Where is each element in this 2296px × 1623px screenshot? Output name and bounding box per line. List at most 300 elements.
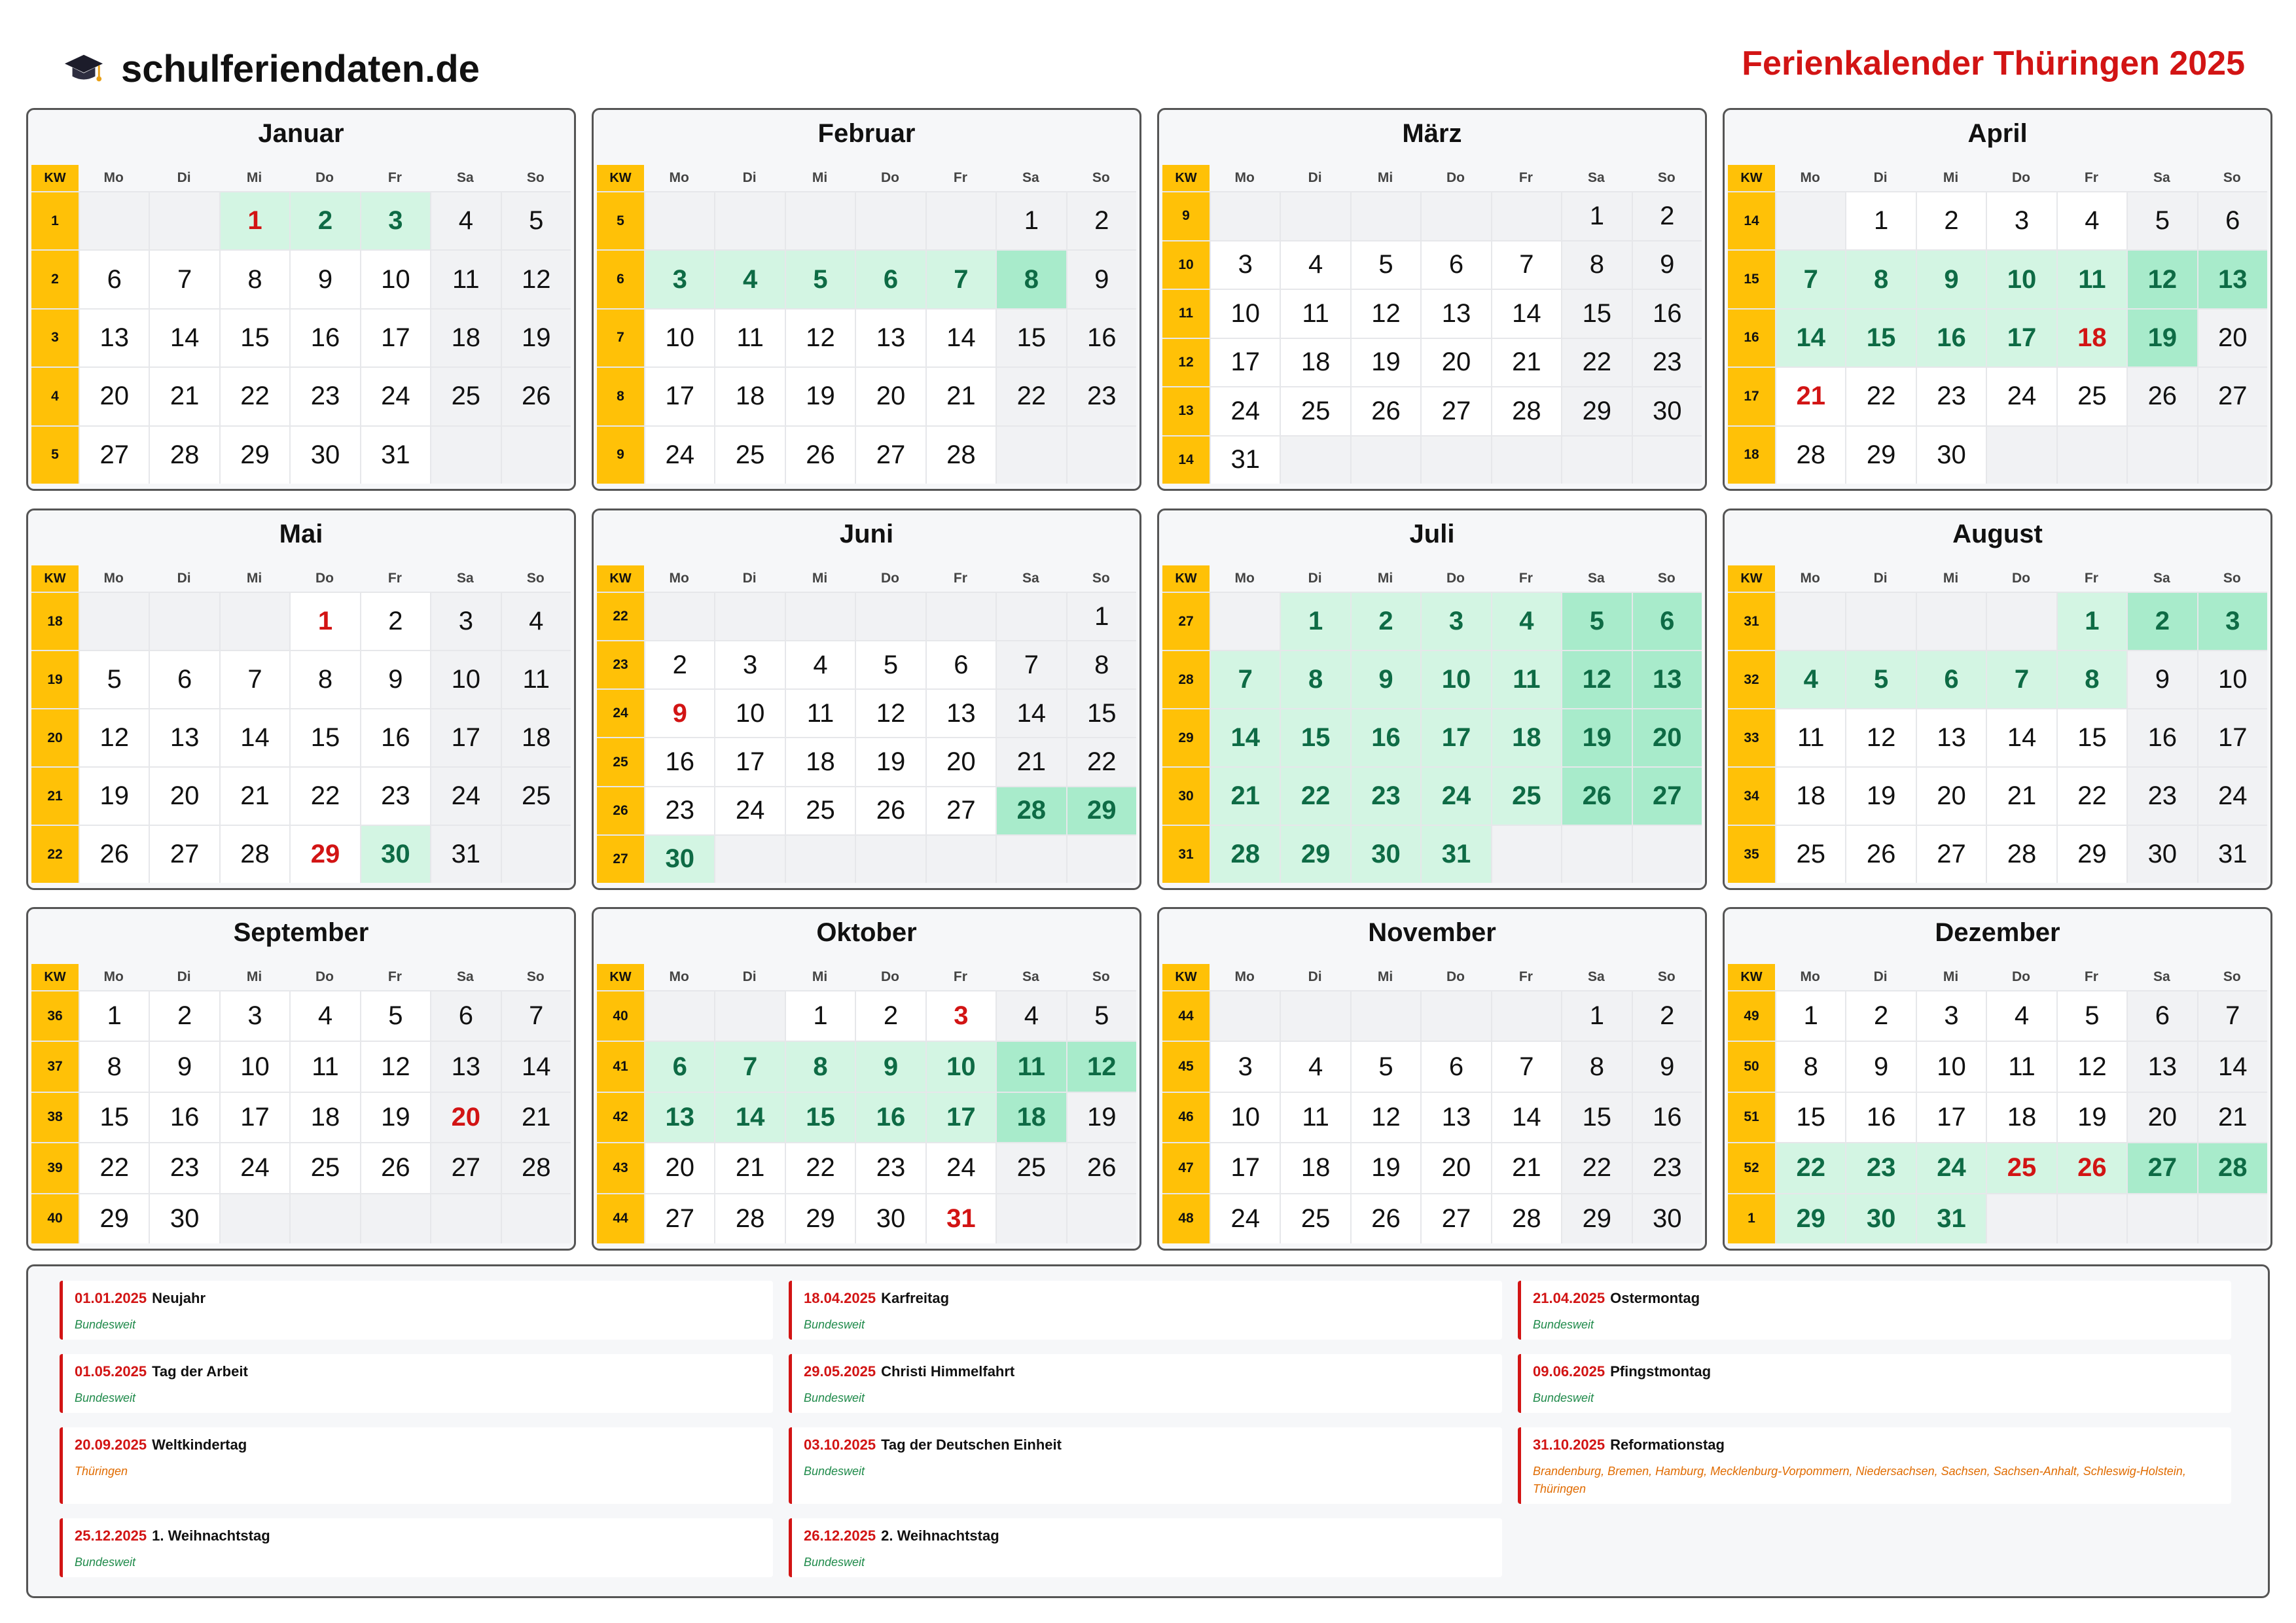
ferien-day-cell[interactable]: 29 bbox=[1280, 826, 1350, 883]
day-cell[interactable]: 5 bbox=[1350, 241, 1420, 289]
day-cell[interactable]: 20 bbox=[925, 738, 996, 785]
day-cell[interactable]: 19 bbox=[79, 768, 149, 825]
day-cell[interactable]: 18 bbox=[1280, 1143, 1350, 1192]
ferien-day-cell[interactable]: 13 bbox=[1632, 651, 1702, 708]
day-cell[interactable]: 28 bbox=[1491, 1194, 1561, 1243]
day-cell[interactable]: 18 bbox=[785, 738, 855, 785]
day-cell[interactable]: 2 bbox=[1066, 192, 1136, 249]
day-cell[interactable]: 30 bbox=[1632, 387, 1702, 435]
day-cell[interactable]: 9 bbox=[289, 251, 359, 308]
day-cell[interactable]: 31 bbox=[1210, 437, 1280, 484]
day-cell[interactable]: 9 bbox=[360, 651, 430, 708]
day-cell[interactable]: 25 bbox=[289, 1143, 359, 1192]
day-cell[interactable]: 17 bbox=[714, 738, 784, 785]
day-cell[interactable]: 26 bbox=[855, 787, 925, 834]
day-cell[interactable]: 12 bbox=[1350, 1093, 1420, 1142]
day-cell[interactable]: 21 bbox=[1491, 1143, 1561, 1192]
day-cell[interactable]: 2 bbox=[149, 991, 219, 1041]
ferien-day-cell[interactable]: 9 bbox=[1350, 651, 1420, 708]
day-cell[interactable]: 8 bbox=[1561, 1042, 1631, 1091]
ferien-day-cell[interactable]: 7 bbox=[1986, 651, 2056, 708]
day-cell[interactable]: 2 bbox=[1916, 192, 1986, 249]
day-cell[interactable]: 29 bbox=[1561, 1194, 1631, 1243]
day-cell[interactable]: 30 bbox=[149, 1194, 219, 1243]
day-cell[interactable]: 29 bbox=[1561, 387, 1631, 435]
ferien-day-cell[interactable]: 5 bbox=[785, 251, 855, 308]
day-cell[interactable]: 16 bbox=[360, 709, 430, 766]
ferien-day-cell[interactable]: 23 bbox=[1350, 768, 1420, 825]
day-cell[interactable]: 29 bbox=[79, 1194, 149, 1243]
day-cell[interactable]: 12 bbox=[360, 1042, 430, 1091]
day-cell[interactable]: 19 bbox=[785, 368, 855, 425]
ferien-day-cell[interactable]: 6 bbox=[855, 251, 925, 308]
day-cell[interactable]: 11 bbox=[1280, 1093, 1350, 1142]
day-cell[interactable]: 27 bbox=[1916, 826, 1986, 883]
day-cell[interactable]: 30 bbox=[1916, 427, 1986, 484]
day-cell[interactable]: 16 bbox=[1632, 1093, 1702, 1142]
day-cell[interactable]: 20 bbox=[1420, 339, 1490, 387]
day-cell[interactable]: 1 bbox=[1775, 991, 1845, 1041]
day-cell[interactable]: 21 bbox=[925, 368, 996, 425]
day-cell[interactable]: 23 bbox=[855, 1143, 925, 1192]
day-cell[interactable]: 27 bbox=[1420, 387, 1490, 435]
ferien-day-cell[interactable]: 2 bbox=[289, 192, 359, 249]
day-cell[interactable]: 19 bbox=[1350, 1143, 1420, 1192]
day-cell[interactable]: 9 bbox=[1845, 1042, 1915, 1091]
day-cell[interactable]: 4 bbox=[430, 192, 500, 249]
day-cell[interactable]: 11 bbox=[1986, 1042, 2056, 1091]
day-cell[interactable]: 10 bbox=[714, 690, 784, 737]
day-cell[interactable]: 8 bbox=[289, 651, 359, 708]
day-cell[interactable]: 21 bbox=[714, 1143, 784, 1192]
day-cell[interactable]: 21 bbox=[219, 768, 289, 825]
day-cell[interactable]: 22 bbox=[219, 368, 289, 425]
ferien-day-cell[interactable]: 7 bbox=[925, 251, 996, 308]
day-cell[interactable]: 19 bbox=[855, 738, 925, 785]
day-cell[interactable]: 5 bbox=[79, 651, 149, 708]
day-cell[interactable]: 20 bbox=[1916, 768, 1986, 825]
day-cell[interactable]: 19 bbox=[1066, 1093, 1136, 1142]
day-cell[interactable]: 21 bbox=[996, 738, 1066, 785]
ferien-day-cell[interactable]: 28 bbox=[1210, 826, 1280, 883]
day-cell[interactable]: 4 bbox=[996, 991, 1066, 1041]
day-cell[interactable]: 9 bbox=[1066, 251, 1136, 308]
ferien-day-cell[interactable]: 14 bbox=[1210, 709, 1280, 766]
day-cell[interactable]: 18 bbox=[1775, 768, 1845, 825]
day-cell[interactable]: 1 bbox=[1845, 192, 1915, 249]
holiday-day-cell[interactable]: 29 bbox=[289, 826, 359, 883]
ferien-day-cell[interactable]: 5 bbox=[1845, 651, 1915, 708]
day-cell[interactable]: 20 bbox=[644, 1143, 714, 1192]
ferien-day-cell[interactable]: 8 bbox=[2056, 651, 2126, 708]
day-cell[interactable]: 12 bbox=[501, 251, 571, 308]
day-cell[interactable]: 16 bbox=[1066, 310, 1136, 366]
ferien-day-cell[interactable]: 1 bbox=[2056, 593, 2126, 650]
ferien-day-cell[interactable]: 7 bbox=[1775, 251, 1845, 308]
day-cell[interactable]: 5 bbox=[501, 192, 571, 249]
ferien-day-cell[interactable]: 29 bbox=[1775, 1194, 1845, 1243]
day-cell[interactable]: 1 bbox=[1561, 192, 1631, 240]
ferien-day-cell[interactable]: 30 bbox=[1350, 826, 1420, 883]
day-cell[interactable]: 10 bbox=[1210, 290, 1280, 338]
day-cell[interactable]: 11 bbox=[289, 1042, 359, 1091]
holiday-day-cell[interactable]: 20 bbox=[430, 1093, 500, 1142]
ferien-day-cell[interactable]: 27 bbox=[2126, 1143, 2197, 1192]
day-cell[interactable]: 27 bbox=[79, 427, 149, 484]
day-cell[interactable]: 6 bbox=[925, 641, 996, 688]
day-cell[interactable]: 15 bbox=[1066, 690, 1136, 737]
day-cell[interactable]: 14 bbox=[1491, 1093, 1561, 1142]
ferien-day-cell[interactable]: 24 bbox=[1420, 768, 1490, 825]
day-cell[interactable]: 16 bbox=[1632, 290, 1702, 338]
day-cell[interactable]: 28 bbox=[925, 427, 996, 484]
day-cell[interactable]: 17 bbox=[430, 709, 500, 766]
ferien-day-cell[interactable]: 12 bbox=[1066, 1042, 1136, 1091]
ferien-day-cell[interactable]: 11 bbox=[2056, 251, 2126, 308]
day-cell[interactable]: 29 bbox=[1845, 427, 1915, 484]
day-cell[interactable]: 19 bbox=[1350, 339, 1420, 387]
day-cell[interactable]: 11 bbox=[501, 651, 571, 708]
day-cell[interactable]: 9 bbox=[149, 1042, 219, 1091]
day-cell[interactable]: 30 bbox=[1632, 1194, 1702, 1243]
ferien-day-cell[interactable]: 7 bbox=[1210, 651, 1280, 708]
day-cell[interactable]: 10 bbox=[219, 1042, 289, 1091]
day-cell[interactable]: 13 bbox=[925, 690, 996, 737]
day-cell[interactable]: 4 bbox=[501, 593, 571, 650]
day-cell[interactable]: 16 bbox=[149, 1093, 219, 1142]
day-cell[interactable]: 2 bbox=[360, 593, 430, 650]
day-cell[interactable]: 31 bbox=[360, 427, 430, 484]
ferien-day-cell[interactable]: 31 bbox=[1916, 1194, 1986, 1243]
day-cell[interactable]: 29 bbox=[785, 1194, 855, 1243]
day-cell[interactable]: 31 bbox=[430, 826, 500, 883]
day-cell[interactable]: 23 bbox=[360, 768, 430, 825]
day-cell[interactable]: 17 bbox=[2197, 709, 2267, 766]
day-cell[interactable]: 25 bbox=[1280, 1194, 1350, 1243]
day-cell[interactable]: 25 bbox=[430, 368, 500, 425]
day-cell[interactable]: 17 bbox=[1916, 1093, 1986, 1142]
day-cell[interactable]: 6 bbox=[430, 991, 500, 1041]
day-cell[interactable]: 25 bbox=[785, 787, 855, 834]
day-cell[interactable]: 8 bbox=[219, 251, 289, 308]
day-cell[interactable]: 14 bbox=[925, 310, 996, 366]
ferien-day-cell[interactable]: 18 bbox=[1491, 709, 1561, 766]
day-cell[interactable]: 13 bbox=[855, 310, 925, 366]
ferien-day-cell[interactable]: 10 bbox=[1420, 651, 1490, 708]
day-cell[interactable]: 29 bbox=[219, 427, 289, 484]
day-cell[interactable]: 8 bbox=[1775, 1042, 1845, 1091]
day-cell[interactable]: 11 bbox=[1280, 290, 1350, 338]
day-cell[interactable]: 6 bbox=[79, 251, 149, 308]
day-cell[interactable]: 26 bbox=[785, 427, 855, 484]
ferien-day-cell[interactable]: 22 bbox=[1775, 1143, 1845, 1192]
day-cell[interactable]: 15 bbox=[79, 1093, 149, 1142]
day-cell[interactable]: 28 bbox=[714, 1194, 784, 1243]
day-cell[interactable]: 22 bbox=[289, 768, 359, 825]
day-cell[interactable]: 25 bbox=[1775, 826, 1845, 883]
day-cell[interactable]: 30 bbox=[289, 427, 359, 484]
ferien-day-cell[interactable]: 28 bbox=[996, 787, 1066, 834]
day-cell[interactable]: 20 bbox=[855, 368, 925, 425]
ferien-day-cell[interactable]: 6 bbox=[644, 1042, 714, 1091]
day-cell[interactable]: 23 bbox=[1066, 368, 1136, 425]
day-cell[interactable]: 6 bbox=[2197, 192, 2267, 249]
ferien-day-cell[interactable]: 24 bbox=[1916, 1143, 1986, 1192]
holiday-day-cell[interactable]: 21 bbox=[1775, 368, 1845, 425]
day-cell[interactable]: 3 bbox=[714, 641, 784, 688]
day-cell[interactable]: 28 bbox=[149, 427, 219, 484]
day-cell[interactable]: 23 bbox=[644, 787, 714, 834]
holiday-day-cell[interactable]: 26 bbox=[2056, 1143, 2126, 1192]
day-cell[interactable]: 3 bbox=[1986, 192, 2056, 249]
day-cell[interactable]: 7 bbox=[1491, 1042, 1561, 1091]
day-cell[interactable]: 10 bbox=[1916, 1042, 1986, 1091]
day-cell[interactable]: 14 bbox=[1491, 290, 1561, 338]
ferien-day-cell[interactable]: 1 bbox=[1280, 593, 1350, 650]
ferien-day-cell[interactable]: 9 bbox=[855, 1042, 925, 1091]
ferien-day-cell[interactable]: 16 bbox=[1350, 709, 1420, 766]
holiday-day-cell[interactable]: 18 bbox=[2056, 310, 2126, 366]
day-cell[interactable]: 15 bbox=[219, 310, 289, 366]
day-cell[interactable]: 17 bbox=[219, 1093, 289, 1142]
ferien-day-cell[interactable]: 3 bbox=[1420, 593, 1490, 650]
day-cell[interactable]: 7 bbox=[219, 651, 289, 708]
day-cell[interactable]: 26 bbox=[501, 368, 571, 425]
day-cell[interactable]: 3 bbox=[430, 593, 500, 650]
day-cell[interactable]: 7 bbox=[1491, 241, 1561, 289]
day-cell[interactable]: 27 bbox=[644, 1194, 714, 1243]
day-cell[interactable]: 22 bbox=[1561, 1143, 1631, 1192]
day-cell[interactable]: 5 bbox=[2056, 991, 2126, 1041]
ferien-day-cell[interactable]: 17 bbox=[925, 1093, 996, 1142]
ferien-day-cell[interactable]: 12 bbox=[1561, 651, 1631, 708]
ferien-day-cell[interactable]: 14 bbox=[714, 1093, 784, 1142]
day-cell[interactable]: 2 bbox=[855, 991, 925, 1041]
day-cell[interactable]: 25 bbox=[714, 427, 784, 484]
day-cell[interactable]: 3 bbox=[219, 991, 289, 1041]
day-cell[interactable]: 8 bbox=[1066, 641, 1136, 688]
ferien-day-cell[interactable]: 14 bbox=[1775, 310, 1845, 366]
day-cell[interactable]: 19 bbox=[1845, 768, 1915, 825]
day-cell[interactable]: 27 bbox=[2197, 368, 2267, 425]
ferien-day-cell[interactable]: 12 bbox=[2126, 251, 2197, 308]
day-cell[interactable]: 2 bbox=[1632, 991, 1702, 1041]
day-cell[interactable]: 8 bbox=[79, 1042, 149, 1091]
day-cell[interactable]: 25 bbox=[1280, 387, 1350, 435]
ferien-day-cell[interactable]: 10 bbox=[925, 1042, 996, 1091]
ferien-day-cell[interactable]: 4 bbox=[714, 251, 784, 308]
day-cell[interactable]: 23 bbox=[149, 1143, 219, 1192]
day-cell[interactable]: 8 bbox=[1561, 241, 1631, 289]
day-cell[interactable]: 14 bbox=[996, 690, 1066, 737]
ferien-day-cell[interactable]: 18 bbox=[996, 1093, 1066, 1142]
day-cell[interactable]: 14 bbox=[501, 1042, 571, 1091]
ferien-day-cell[interactable]: 26 bbox=[1561, 768, 1631, 825]
ferien-day-cell[interactable]: 17 bbox=[1986, 310, 2056, 366]
day-cell[interactable]: 30 bbox=[855, 1194, 925, 1243]
day-cell[interactable]: 20 bbox=[2126, 1093, 2197, 1142]
ferien-day-cell[interactable]: 8 bbox=[1845, 251, 1915, 308]
day-cell[interactable]: 17 bbox=[1210, 339, 1280, 387]
day-cell[interactable]: 19 bbox=[2056, 1093, 2126, 1142]
ferien-day-cell[interactable]: 17 bbox=[1420, 709, 1490, 766]
day-cell[interactable]: 4 bbox=[1280, 1042, 1350, 1091]
ferien-day-cell[interactable]: 15 bbox=[1280, 709, 1350, 766]
day-cell[interactable]: 7 bbox=[2197, 991, 2267, 1041]
ferien-day-cell[interactable]: 4 bbox=[1491, 593, 1561, 650]
ferien-day-cell[interactable]: 6 bbox=[1632, 593, 1702, 650]
day-cell[interactable]: 21 bbox=[2197, 1093, 2267, 1142]
day-cell[interactable]: 24 bbox=[430, 768, 500, 825]
day-cell[interactable]: 26 bbox=[1845, 826, 1915, 883]
day-cell[interactable]: 21 bbox=[1491, 339, 1561, 387]
day-cell[interactable]: 14 bbox=[1986, 709, 2056, 766]
day-cell[interactable]: 21 bbox=[149, 368, 219, 425]
day-cell[interactable]: 15 bbox=[996, 310, 1066, 366]
day-cell[interactable]: 17 bbox=[1210, 1143, 1280, 1192]
day-cell[interactable]: 15 bbox=[1561, 1093, 1631, 1142]
day-cell[interactable]: 21 bbox=[1986, 768, 2056, 825]
site-brand[interactable] bbox=[62, 43, 480, 95]
day-cell[interactable]: 12 bbox=[79, 709, 149, 766]
day-cell[interactable]: 4 bbox=[1986, 991, 2056, 1041]
day-cell[interactable]: 21 bbox=[501, 1093, 571, 1142]
day-cell[interactable]: 26 bbox=[360, 1143, 430, 1192]
day-cell[interactable]: 22 bbox=[785, 1143, 855, 1192]
day-cell[interactable]: 12 bbox=[2056, 1042, 2126, 1091]
day-cell[interactable]: 18 bbox=[289, 1093, 359, 1142]
day-cell[interactable]: 10 bbox=[360, 251, 430, 308]
day-cell[interactable]: 15 bbox=[1561, 290, 1631, 338]
ferien-day-cell[interactable]: 15 bbox=[785, 1093, 855, 1142]
ferien-day-cell[interactable]: 2 bbox=[1350, 593, 1420, 650]
day-cell[interactable]: 28 bbox=[1491, 387, 1561, 435]
ferien-day-cell[interactable]: 13 bbox=[2197, 251, 2267, 308]
day-cell[interactable]: 5 bbox=[2126, 192, 2197, 249]
day-cell[interactable]: 14 bbox=[219, 709, 289, 766]
day-cell[interactable]: 16 bbox=[289, 310, 359, 366]
day-cell[interactable]: 18 bbox=[501, 709, 571, 766]
day-cell[interactable]: 4 bbox=[785, 641, 855, 688]
day-cell[interactable]: 29 bbox=[2056, 826, 2126, 883]
day-cell[interactable]: 28 bbox=[219, 826, 289, 883]
day-cell[interactable]: 24 bbox=[1210, 1194, 1280, 1243]
ferien-day-cell[interactable]: 11 bbox=[996, 1042, 1066, 1091]
day-cell[interactable]: 18 bbox=[1280, 339, 1350, 387]
ferien-day-cell[interactable]: 2 bbox=[2126, 593, 2197, 650]
ferien-day-cell[interactable]: 6 bbox=[1916, 651, 1986, 708]
ferien-day-cell[interactable]: 8 bbox=[996, 251, 1066, 308]
ferien-day-cell[interactable]: 19 bbox=[1561, 709, 1631, 766]
day-cell[interactable]: 19 bbox=[501, 310, 571, 366]
ferien-day-cell[interactable]: 30 bbox=[644, 836, 714, 883]
day-cell[interactable]: 22 bbox=[996, 368, 1066, 425]
day-cell[interactable]: 12 bbox=[1350, 290, 1420, 338]
day-cell[interactable]: 24 bbox=[219, 1143, 289, 1192]
day-cell[interactable]: 14 bbox=[2197, 1042, 2267, 1091]
day-cell[interactable]: 28 bbox=[501, 1143, 571, 1192]
day-cell[interactable]: 11 bbox=[714, 310, 784, 366]
day-cell[interactable]: 3 bbox=[1210, 1042, 1280, 1091]
day-cell[interactable]: 27 bbox=[925, 787, 996, 834]
day-cell[interactable]: 3 bbox=[1916, 991, 1986, 1041]
day-cell[interactable]: 31 bbox=[2197, 826, 2267, 883]
day-cell[interactable]: 4 bbox=[2056, 192, 2126, 249]
day-cell[interactable]: 26 bbox=[1066, 1143, 1136, 1192]
day-cell[interactable]: 7 bbox=[149, 251, 219, 308]
day-cell[interactable]: 23 bbox=[1632, 339, 1702, 387]
ferien-day-cell[interactable]: 23 bbox=[1845, 1143, 1915, 1192]
ferien-day-cell[interactable]: 20 bbox=[1632, 709, 1702, 766]
day-cell[interactable]: 22 bbox=[2056, 768, 2126, 825]
day-cell[interactable]: 23 bbox=[1916, 368, 1986, 425]
day-cell[interactable]: 12 bbox=[1845, 709, 1915, 766]
ferien-day-cell[interactable]: 8 bbox=[1280, 651, 1350, 708]
day-cell[interactable]: 20 bbox=[2197, 310, 2267, 366]
day-cell[interactable]: 10 bbox=[430, 651, 500, 708]
day-cell[interactable]: 24 bbox=[1210, 387, 1280, 435]
day-cell[interactable]: 27 bbox=[855, 427, 925, 484]
day-cell[interactable]: 6 bbox=[1420, 1042, 1490, 1091]
day-cell[interactable]: 2 bbox=[1845, 991, 1915, 1041]
day-cell[interactable]: 1 bbox=[996, 192, 1066, 249]
day-cell[interactable]: 9 bbox=[1632, 241, 1702, 289]
day-cell[interactable]: 18 bbox=[714, 368, 784, 425]
day-cell[interactable]: 20 bbox=[79, 368, 149, 425]
ferien-day-cell[interactable]: 3 bbox=[644, 251, 714, 308]
day-cell[interactable]: 28 bbox=[1775, 427, 1845, 484]
day-cell[interactable]: 6 bbox=[1420, 241, 1490, 289]
day-cell[interactable]: 6 bbox=[2126, 991, 2197, 1041]
day-cell[interactable]: 27 bbox=[1420, 1194, 1490, 1243]
ferien-day-cell[interactable]: 9 bbox=[1916, 251, 1986, 308]
day-cell[interactable]: 13 bbox=[430, 1042, 500, 1091]
day-cell[interactable]: 17 bbox=[360, 310, 430, 366]
day-cell[interactable]: 24 bbox=[644, 427, 714, 484]
day-cell[interactable]: 7 bbox=[501, 991, 571, 1041]
ferien-day-cell[interactable]: 3 bbox=[360, 192, 430, 249]
ferien-day-cell[interactable]: 8 bbox=[785, 1042, 855, 1091]
day-cell[interactable]: 6 bbox=[149, 651, 219, 708]
day-cell[interactable]: 2 bbox=[1632, 192, 1702, 240]
day-cell[interactable]: 24 bbox=[360, 368, 430, 425]
day-cell[interactable]: 22 bbox=[1845, 368, 1915, 425]
day-cell[interactable]: 14 bbox=[149, 310, 219, 366]
day-cell[interactable]: 5 bbox=[1350, 1042, 1420, 1091]
ferien-day-cell[interactable]: 30 bbox=[360, 826, 430, 883]
day-cell[interactable]: 11 bbox=[430, 251, 500, 308]
day-cell[interactable]: 18 bbox=[430, 310, 500, 366]
ferien-day-cell[interactable]: 7 bbox=[714, 1042, 784, 1091]
day-cell[interactable]: 24 bbox=[2197, 768, 2267, 825]
day-cell[interactable]: 17 bbox=[644, 368, 714, 425]
day-cell[interactable]: 9 bbox=[2126, 651, 2197, 708]
day-cell[interactable]: 1 bbox=[1561, 991, 1631, 1041]
day-cell[interactable]: 15 bbox=[1775, 1093, 1845, 1142]
ferien-day-cell[interactable]: 3 bbox=[2197, 593, 2267, 650]
day-cell[interactable]: 1 bbox=[79, 991, 149, 1041]
ferien-day-cell[interactable]: 29 bbox=[1066, 787, 1136, 834]
day-cell[interactable]: 27 bbox=[149, 826, 219, 883]
day-cell[interactable]: 1 bbox=[1066, 593, 1136, 640]
day-cell[interactable]: 7 bbox=[996, 641, 1066, 688]
day-cell[interactable]: 27 bbox=[430, 1143, 500, 1192]
ferien-day-cell[interactable]: 22 bbox=[1280, 768, 1350, 825]
day-cell[interactable]: 30 bbox=[2126, 826, 2197, 883]
day-cell[interactable]: 11 bbox=[1775, 709, 1845, 766]
ferien-day-cell[interactable]: 28 bbox=[2197, 1143, 2267, 1192]
day-cell[interactable]: 22 bbox=[1066, 738, 1136, 785]
